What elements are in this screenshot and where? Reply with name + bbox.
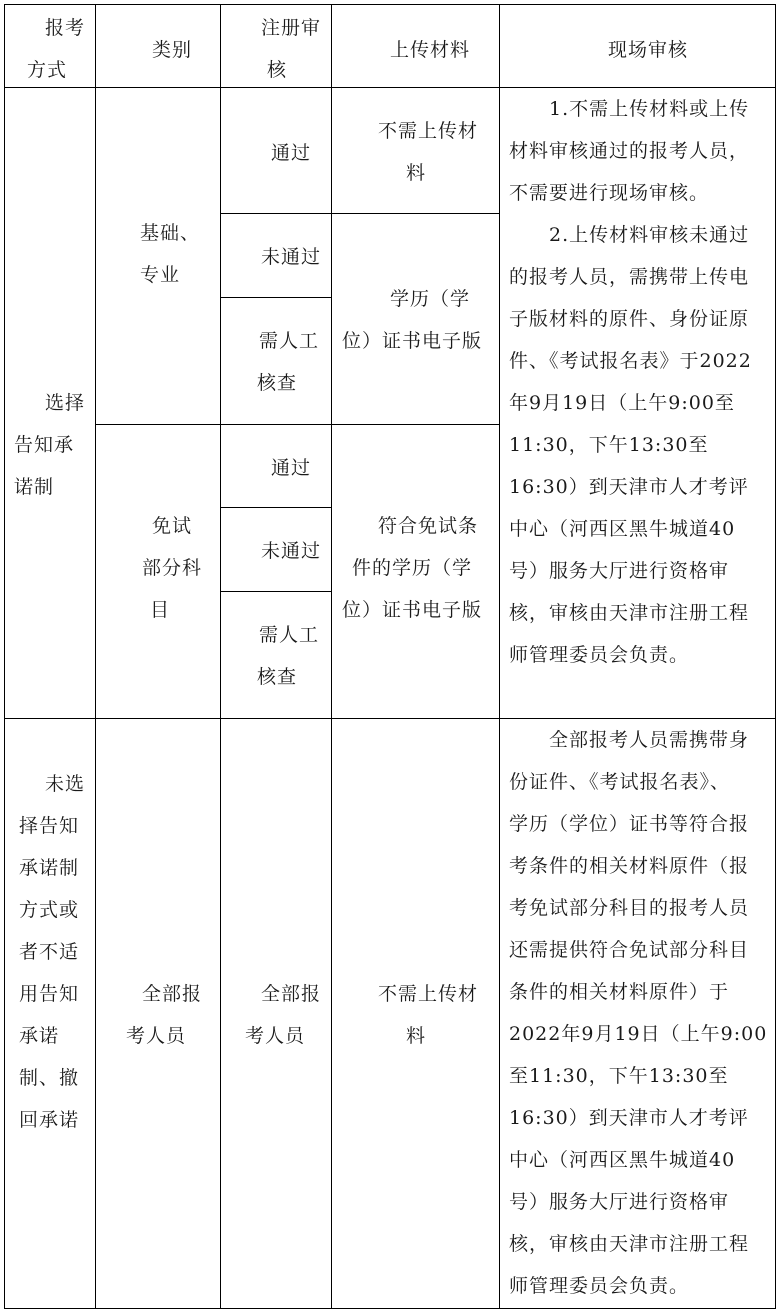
group1-reg-pass: 通过 [271,142,312,164]
header-onsite-cell [499,4,776,88]
group2-reg-fail: 未通过 [261,540,322,562]
section2-onsite-line: 16:30）到天津市人才考评 [509,1107,749,1129]
section2-onsite-line: 中心（河西区黑牛城道40 [509,1149,736,1171]
section2-onsite-line: 核，审核由天津市注册工程 [509,1233,750,1255]
section2-method-line: 用告知 [19,983,80,1005]
group1-category-line2: 专业 [140,264,181,286]
group2-category-line3: 目 [150,599,171,621]
section2-onsite-line: 至11:30，下午13:30至 [509,1065,729,1087]
group1-reg-manual-line1: 需人工 [259,330,320,352]
header-registration-line2: 核 [267,59,288,81]
section2-method-cell [4,718,96,1309]
group1-category-line1: 基础、 [140,222,201,244]
section2-onsite-line: 还需提供符合免试部分科目 [509,939,750,961]
section2-upload-line2: 料 [406,1025,427,1047]
header-onsite-label: 现场审核 [608,39,689,61]
section2-category-line1: 全部报 [142,983,203,1005]
group1-reg-manual-cell [220,297,332,425]
group2-reg-pass-cell [220,424,332,508]
group2-upload-line2: 件的学历（学 [352,557,473,579]
section1-onsite-line: 中心（河西区黑牛城道40 [509,518,736,540]
group1-upload-other-line1: 学历（学 [390,288,471,310]
section1-onsite-line: 2.上传材料审核未通过 [549,224,750,246]
section2-onsite-line: 学历（学位）证书等符合报 [509,813,750,835]
group2-upload-line3: 位）证书电子版 [342,599,483,621]
group1-reg-manual-line2: 核查 [257,372,298,394]
section2-registration-line2: 考人员 [245,1025,306,1047]
section1-onsite-line: 子版材料的原件、身份证原 [509,308,750,330]
section2-method-line: 者不适 [19,941,80,963]
section2-onsite-line: 考条件的相关材料原件（报 [509,855,750,877]
section1-onsite-line: 件、《考试报名表》于2022 [509,350,752,372]
section2-method-line: 承诺 [19,1025,60,1047]
group2-reg-manual-line1: 需人工 [259,624,320,646]
section1-onsite-line: 年9月19日（上午9:00至 [509,392,735,414]
header-registration-cell [220,4,332,88]
header-category-cell [95,4,221,88]
section2-method-line: 承诺制 [19,857,80,879]
section2-onsite-line: 条件的相关材料原件）于 [509,981,730,1003]
section1-onsite-line: 16:30）到天津市人才考评 [509,476,749,498]
section2-onsite-line: 考免试部分科目的报考人员 [509,897,750,919]
group1-upload-pass-cell [331,87,500,214]
header-upload-cell [331,4,500,88]
section2-method-line: 择告知 [19,815,80,837]
section1-onsite-line: 材料审核通过的报考人员， [509,140,750,162]
section2-method-text [19,763,89,1141]
section1-group2-category-cell [95,424,221,719]
section1-onsite-cell [499,87,776,719]
section1-onsite-line: 号）服务大厅进行资格审 [509,560,730,582]
section1-method-line1: 选择 [45,392,86,414]
section2-onsite-line: 师管理委员会负责。 [509,1275,690,1297]
section2-method-line: 方式或 [19,899,80,921]
group2-upload-line1: 符合免试条 [378,515,479,537]
section1-onsite-line: 的报考人员，需携带上传电 [509,266,750,288]
header-category-label: 类别 [152,39,193,61]
section2-registration-cell [220,718,332,1309]
group2-reg-manual-cell [220,591,332,719]
section1-onsite-text [509,88,769,676]
group2-reg-pass: 通过 [271,457,312,479]
section1-method-line3: 诺制 [14,476,55,498]
section1-method-cell [4,87,96,719]
section1-onsite-line: 11:30，下午13:30至 [509,434,709,456]
group2-upload-cell [331,424,500,719]
section2-method-line: 制、撤 [19,1067,80,1089]
group1-upload-pass-line1: 不需上传材 [378,120,479,142]
section1-method-line2: 告知承 [14,434,75,456]
header-method-line2: 方式 [27,59,68,81]
section2-upload-cell [331,718,500,1309]
group1-upload-pass-line2: 料 [406,162,427,184]
section1-onsite-line: 师管理委员会负责。 [509,644,690,666]
group2-category-line2: 部分科 [142,557,203,579]
section2-method-line: 未选 [45,773,86,795]
group2-category-line1: 免试 [152,515,193,537]
section2-onsite-line: 号）服务大厅进行资格审 [509,1191,730,1213]
section2-registration-line1: 全部报 [261,983,322,1005]
section2-onsite-line: 全部报考人员需携带身 [549,729,750,751]
group1-reg-fail: 未通过 [261,246,322,268]
header-method-cell [4,4,96,88]
section2-onsite-line: 2022年9月19日（上午9:00 [509,1023,768,1045]
section2-onsite-line: 份证件、《考试报名表》、 [509,771,731,793]
section2-category-line2: 考人员 [126,1025,187,1047]
section1-onsite-line: 不需要进行现场审核。 [509,182,710,204]
group2-reg-fail-cell [220,507,332,592]
section1-onsite-line: 核，审核由天津市注册工程 [509,602,750,624]
section1-group1-category-cell [95,87,221,425]
group1-reg-pass-cell [220,87,332,214]
group2-reg-manual-line2: 核查 [257,666,298,688]
group1-upload-other-cell [331,213,500,425]
group1-upload-other-line2: 位）证书电子版 [342,330,483,352]
group1-reg-fail-cell [220,213,332,298]
section2-onsite-cell [499,718,776,1309]
section2-onsite-text [509,719,769,1307]
header-registration-line1: 注册审 [261,17,322,39]
header-upload-label: 上传材料 [390,39,471,61]
section2-upload-line1: 不需上传材 [378,983,479,1005]
header-method-line1: 报考 [45,17,86,39]
section2-category-cell [95,718,221,1309]
section2-method-line: 回承诺 [19,1109,80,1131]
section1-onsite-line: 1.不需上传材料或上传 [549,98,750,120]
